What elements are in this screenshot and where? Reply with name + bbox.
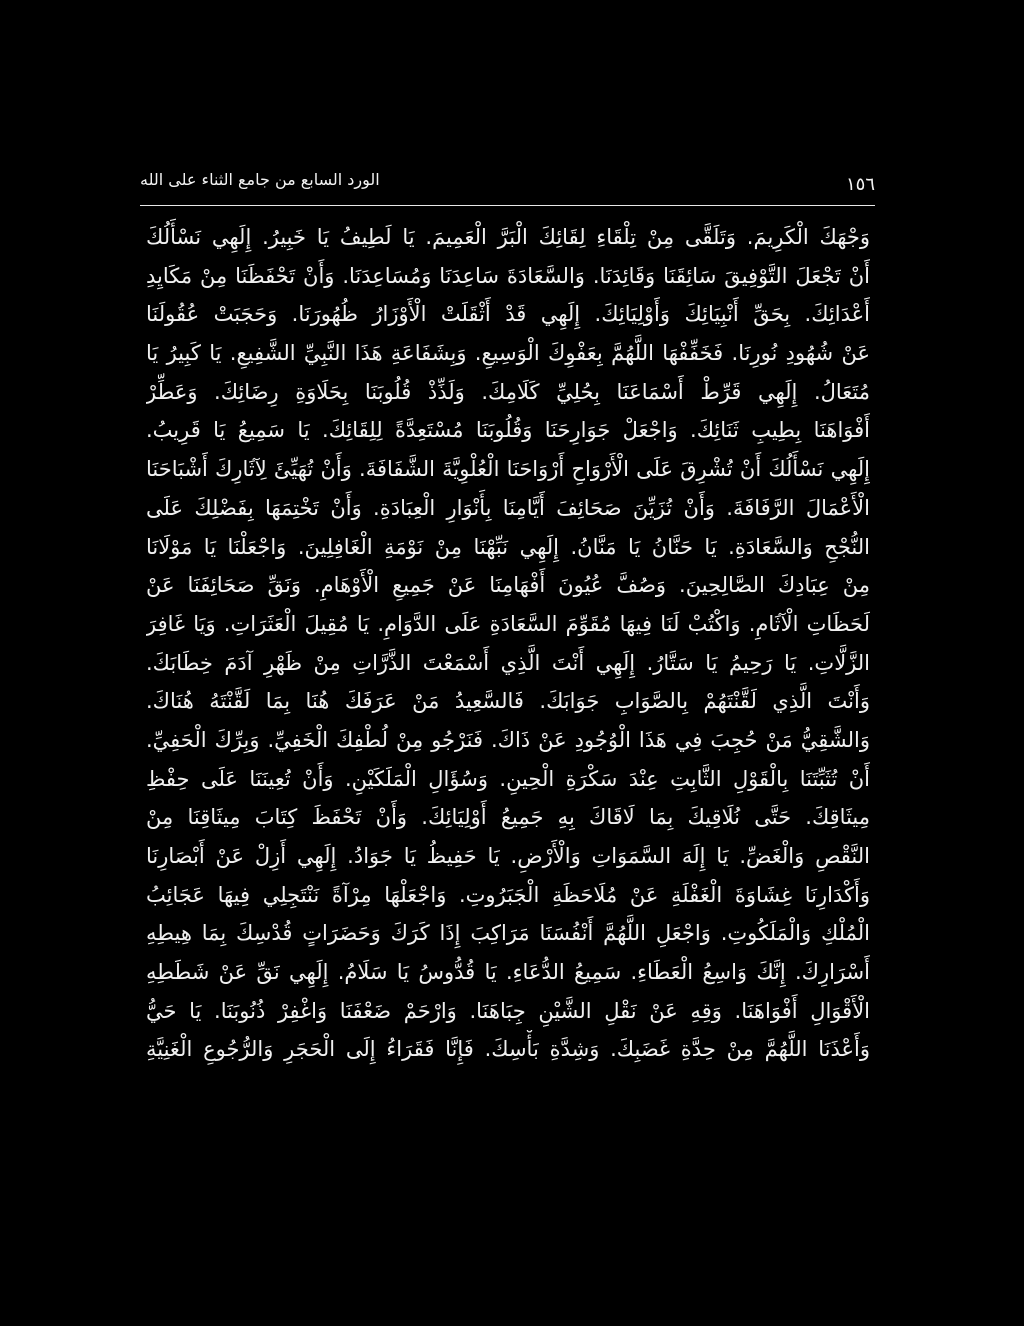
text-line: مُتَعَالُ. إِلَهِي قَرِّطْ أَسْمَاعَنَا بِحُلِيِّ كَلَامِكَ. وَلَذِّذْ قُلُوبَنَا بِحَلَاوَةِ رِضَائِكَ. وَعَطِّرْ [146,379,870,404]
text-line: وَأَعْذَنَا اللَّهُمَّ مِنْ حِدَّةِ غَضَبِكَ. وَشِدَّةِ بَأْسِكَ. فَإِنَّا فَقَرَاءُ إِلَى الْحَجَرِ وَالرُّجُوعِ الْغَنِيَّةِ [146,1037,870,1062]
prayer-text-body [146,218,870,1069]
text-line: إِلَهِي نَسْأَلُكَ أَنْ تُشْرِقَ عَلَى الْأَرْوَاحِ أَرْوَاحَنَا الْعُلْوِيَّةَ الشَّفَافَةَ. وَأَنْ تُهَيِّئَ لِآثَارِكَ أَشْبَاحَنَا [146,457,870,482]
text-line: وَالشَّقِيُّ مَنْ حُجِبَ فِي هَذَا الْوُجُودِ عَنْ ذَاكَ. فَنَرْجُو مِنْ لُطْفِكَ الْخَفِيِّ. وَبِرِّكَ الْحَفِيِّ. [146,727,870,752]
text-line: أَنْ تُثَبِّتَنَا بِالْقَوْلِ الثَّابِتِ عِنْدَ سَكْرَةِ الْحِينِ. وَسُؤَالِ الْمَلَكَيْنِ. وَأَنْ تُعِينَنَا عَلَى حِفْظِ [146,766,870,791]
text-line: الْأَقْوَالِ أَفْوَاهَنَا. وَقِهِ عَنْ نَقْلِ الشَّيْنِ جِبَاهَنَا. وَارْحَمْ ضَعْفَنَا وَاغْفِرْ ذُنُوبَنَا. يَا حَيُّ [146,998,870,1023]
text-line: مِنْ عِبَادِكَ الصَّالِحِينَ. وَصُفَّ عُيُونَ أَفْهَامِنَا عَنْ جَمِيعِ الْأَوْهَامِ. وَنَقِّ صَحَائِفَنَا عَنْ [146,573,870,598]
running-title: الورد السابع من جامع الثناء على الله [140,170,380,189]
text-line: أَعْدَائِكَ. بِحَقِّ أَنْبِيَائِكَ وَأَوْلِيَائِكَ. إِلَهِي قَدْ أَثْقَلَتْ الْأَوْزَارُ ظُهُورَنَا. وَحَجَبَتْ عُقُولَنَا [146,302,870,327]
text-line: أَنْ تَجْعَلَ التَّوْفِيقَ سَائِقَنَا وَقَائِدَنَا. وَالسَّعَادَةَ سَاعِدَنَا وَمُسَاعِدَنَا. وَأَنْ تَحْفَظَنَا مِنْ مَكَايِدِ [146,263,870,288]
text-line: النُّجْحِ وَالسَّعَادَةِ. يَا حَنَّانُ يَا مَنَّانُ. إِلَهِي نَبِّهْنَا مِنْ نَوْمَةِ الْغَافِلِينَ. وَاجْعَلْنَا يَا مَوْلَانَا [146,534,870,559]
header-divider [140,205,875,206]
text-line: عَنْ شُهُودِ نُورِنَا. فَخَفِّفْهَا اللَّهُمَّ بِعَفْوِكَ الْوَسِيعِ. وَبِشَفَاعَةِ هَذَا النَّبِيِّ الشَّفِيعِ. يَا كَبِيرُ يَا [146,341,870,366]
text-line: وَأَنْتَ الَّذِي لَقَّنْتَهُمْ بِالصَّوَابِ جَوَابَكَ. فَالسَّعِيدُ مَنْ عَرَفَكَ هُنَا بِمَا لَقَّنْتَهُ هُنَاكَ. [146,689,870,714]
text-line: لَحَظَاتِ الْآثَامِ. وَاكْتُبْ لَنَا فِيهَا مُقَوِّمَ السَّعَادَةِ عَلَى الدَّوَامِ. يَا مُقِيلَ الْعَثَرَاتِ. وَيَا غَافِرَ [146,611,870,636]
text-line: وَأَكْدَارِنَا غِشَاوَةَ الْغَفْلَةِ عَنْ مُلَاحَظَةِ الْجَبَرُوتِ. وَاجْعَلْهَا مِرْآةً نَنْتَجِلِي فِيهَا عَجَائِبُ [146,882,870,907]
text-line: مِيثَاقِكَ. حَتَّى نُلَاقِيكَ بِمَا لَاقَاكَ بِهِ جَمِيعُ أَوْلِيَائِكَ. وَأَنْ تَحْفَظَ كِتَابَ مِيثَاقِنَا مِنْ [146,805,870,830]
text-line: وَجْهَكَ الْكَرِيمَ. وَتَلَقَّى مِنْ تِلْقَاءِ لِقَائِكَ الْبَرَّ الْعَمِيمَ. يَا لَطِيفُ يَا خَبِيرُ. إِلَهِي نَسْأَلُكَ [146,225,870,249]
text-line: النَّقْصِ وَالْغَضِّ. يَا إِلَهَ السَّمَوَاتِ وَالْأَرْضِ. يَا حَفِيظُ يَا جَوَادُ. إِلَهِي أَزِلْ عَنْ أَبْصَارِنَا [146,844,870,868]
text-line: أَسْرَارِكَ. إِنَّكَ وَاسِعُ الْعَطَاءِ. سَمِيعُ الدُّعَاءِ. يَا قُدُّوسُ يَا سَلَامُ. إِلَهِي نَقِّ عَنْ شَطَطِهِ [146,960,870,985]
running-header [140,160,875,200]
text-line: الزَّلَّاتِ. يَا رَحِيمُ يَا سَتَّارُ. إِلَهِي أَنْتَ الَّذِي أَسْمَعْتَ الذَّرَّاتِ مِنْ ظَهْرِ آدَمَ خِطَابَكَ. [146,650,870,675]
page-number: ١٥٦ [845,174,875,195]
text-line: أَفْوَاهَنَا بِطِيبِ ثَنَائِكَ. وَاجْعَلْ جَوَارِحَنَا وَقُلُوبَنَا مُسْتَعِدَّةً لِلِقَائِكَ. يَا سَمِيعُ يَا قَرِيبُ. [146,418,870,443]
text-line: الْمُلْكِ وَالْمَلَكُوتِ. وَاجْعَلِ اللَّهُمَّ أَنْفُسَنَا مَرَاكِبَ إِذَا كَرَكَ وَحَضَرَاتٍ قُدْسِكَ بِمَا هِيطِهِ [146,921,870,946]
text-line: الْأَعْمَالَ الرَّفَافَةَ. وَأَنْ تُزَيِّنَ صَحَائِفَ أَيَّامِنَا بِأَنْوَارِ الْعِبَادَةِ. وَأَنْ تَخْتِمَهَا بِفَضْلِكَ عَلَى [146,495,870,520]
